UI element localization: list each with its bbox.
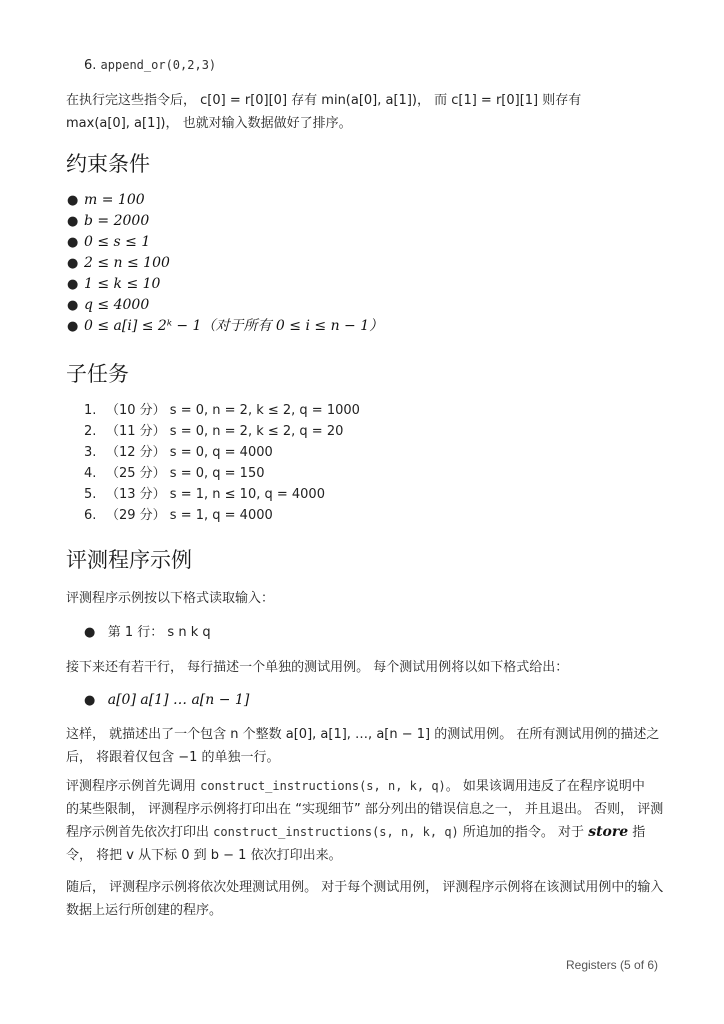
section-heading-constraints: 约束条件	[66, 152, 150, 176]
grader-paragraph-3-line-2: 后， 将跟着仅包含 −1 的单独一行。	[66, 750, 280, 765]
subtask-item: 1. （10 分） s = 0, n = 2, k ≤ 2, q = 1000	[84, 403, 360, 418]
grader-paragraph-4-line-4: 令， 将把 v 从下标 0 到 b − 1 依次打印出来。	[66, 848, 342, 863]
page-footer: Registers (5 of 6)	[566, 958, 659, 972]
constraint-item: ● 0 ≤ a[i] ≤ 2ᵏ − 1（对于所有 0 ≤ i ≤ n − 1）	[84, 316, 383, 337]
subtask-item: 2. （11 分） s = 0, n = 2, k ≤ 2, q = 20	[84, 424, 344, 439]
bullet-icon: ●	[67, 298, 79, 313]
grader-paragraph-5-line-1: 随后， 评测程序示例将依次处理测试用例。 对于每个测试用例， 评测程序示例将在该测试用例中的输入	[66, 880, 664, 895]
constraints-list	[67, 190, 384, 337]
bullet-icon: ●	[67, 256, 79, 271]
grader-paragraph-5-line-2: 数据上运行所创建的程序。	[66, 903, 223, 918]
grader-paragraph-4-line-1: 评测程序示例首先调用 construct_instructions(s, n, k, q)。 如果该调用违反了在程序说明中	[66, 779, 645, 794]
input-format-testcase: ● a[0] a[1] … a[n − 1]	[84, 692, 250, 708]
list-item	[84, 54, 216, 77]
subtasks-list	[84, 400, 360, 526]
code-snippet: construct_instructions(s, n, k, q)	[213, 825, 459, 839]
bullet-icon: ●	[67, 277, 79, 292]
constraint-item: ● b = 2000	[84, 211, 383, 232]
intro-line-1: 在执行完这些指令后， c[0] = r[0][0] 存有 min(a[0], a[1])， 而 c[1] = r[0][1] 则存有	[66, 93, 582, 108]
grader-paragraph-2: 接下来还有若干行， 每行描述一个单独的测试用例。 每个测试用例将以如下格式给出：	[66, 660, 569, 675]
bullet-icon: ●	[84, 693, 96, 708]
grader-paragraph-4-line-2: 的某些限制， 评测程序示例将打印出在 “实现细节” 部分列出的错误信息之一， 并且退出。 否则， 评测	[66, 802, 664, 817]
intro-line-2: max(a[0], a[1])， 也就对输入数据做好了排序。	[66, 116, 352, 131]
constraint-item: ● q ≤ 4000	[84, 295, 383, 316]
constraint-item: ● 0 ≤ s ≤ 1	[84, 232, 383, 253]
grader-paragraph-3-line-1: 这样， 就描述出了一个包含 n 个整数 a[0], a[1], …, a[n − 1] 的测试用例。 在所有测试用例的描述之	[66, 727, 660, 742]
subtask-item: 4. （25 分） s = 0, q = 150	[84, 466, 265, 481]
constraint-item: ● 1 ≤ k ≤ 10	[84, 274, 383, 295]
item-number: 6.	[84, 58, 97, 73]
grader-intro: 评测程序示例按以下格式读取输入：	[66, 591, 275, 606]
bullet-icon: ●	[67, 214, 79, 229]
input-format-line-1: ● 第 1 行： s n k q	[84, 625, 211, 640]
constraint-item: ● m = 100	[84, 190, 383, 211]
subtask-item: 3. （12 分） s = 0, q = 4000	[84, 445, 273, 460]
grader-paragraph-4-line-3: 程序示例首先依次打印出 construct_instructions(s, n, k, q) 所追加的指令。 对于 store 指	[66, 824, 646, 840]
section-heading-grader: 评测程序示例	[66, 548, 192, 572]
subtask-item: 6. （29 分） s = 1, q = 4000	[84, 508, 273, 523]
constraint-item: ● 2 ≤ n ≤ 100	[84, 253, 383, 274]
code-snippet: construct_instructions(s, n, k, q)	[200, 779, 446, 793]
subtask-item: 5. （13 分） s = 1, n ≤ 10, q = 4000	[84, 487, 325, 502]
bullet-icon: ●	[84, 625, 96, 640]
code-snippet: append_or(0,2,3)	[100, 58, 217, 72]
bullet-icon: ●	[67, 319, 79, 334]
bullet-icon: ●	[67, 235, 79, 250]
bullet-icon: ●	[67, 193, 79, 208]
section-heading-subtasks: 子任务	[66, 362, 129, 386]
